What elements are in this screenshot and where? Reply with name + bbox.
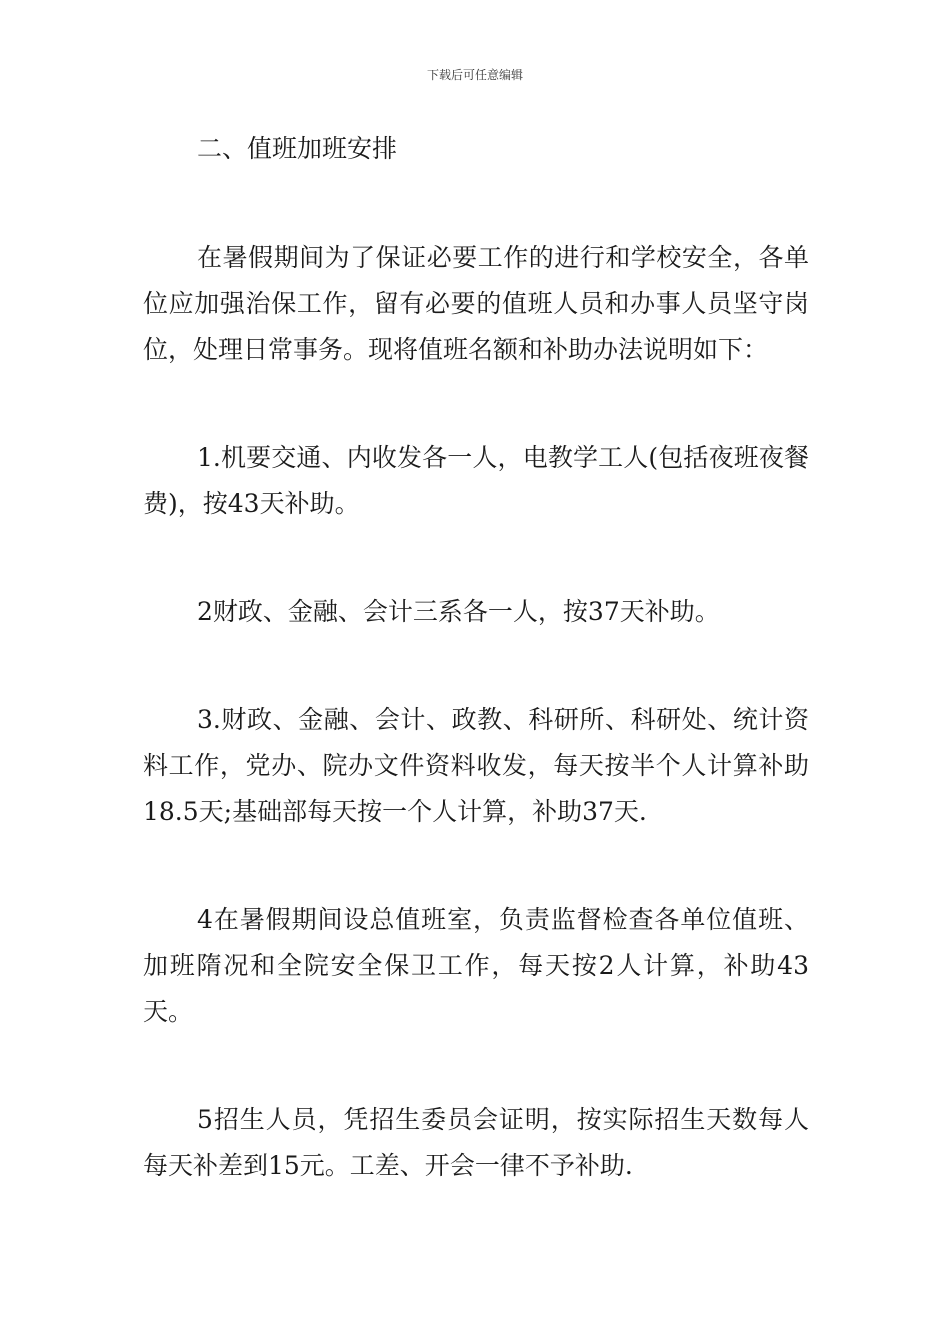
list-item-3: 3.财政、金融、会计、政教、科研所、科研处、统计资料工作，党办、院办文件资料收发，每天按半个人计算补助18.5天;基础部每天按一个人计算，补助37天. bbox=[143, 705, 809, 826]
document-body bbox=[143, 126, 809, 1189]
page-header: 下载后可任意编辑 bbox=[426, 68, 523, 82]
intro-paragraph: 在暑假期间为了保证必要工作的进行和学校安全，各单位应加强治保工作，留有必要的值班人员和办事人员坚守岗位，处理日常事务。现将值班名额和补助办法说明如下： bbox=[143, 243, 809, 364]
list-item-4: 4在暑假期间设总值班室，负责监督检查各单位值班、加班隋况和全院安全保卫工作，每天按2人计算，补助43天。 bbox=[143, 905, 809, 1026]
list-item-2: 2财政、金融、会计三系各一人，按37天补助。 bbox=[197, 597, 720, 626]
list-item-5: 5招生人员，凭招生委员会证明，按实际招生天数每人每天补差到15元。工差、开会一律不予补助. bbox=[143, 1105, 809, 1180]
section-heading: 二、值班加班安排 bbox=[197, 134, 398, 163]
list-item-1: 1.机要交通、内收发各一人，电教学工人(包括夜班夜餐费)，按43天补助。 bbox=[143, 443, 809, 518]
